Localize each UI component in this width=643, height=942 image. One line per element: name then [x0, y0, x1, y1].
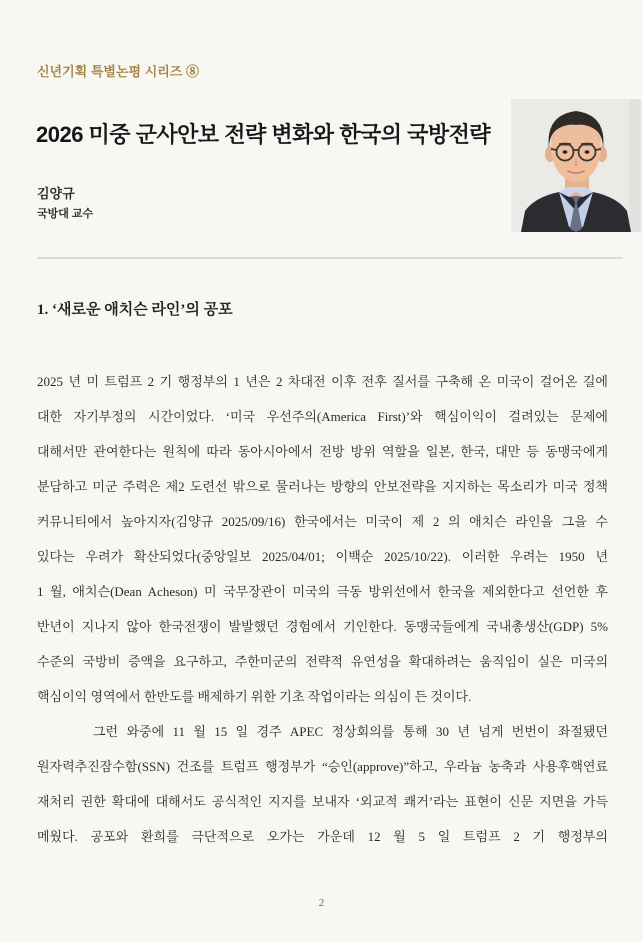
body-line: 원자력추진잠수함(SSN) 건조를 트럼프 행정부가 “승인(approve)”하고, 우라늄 농축과 사용후핵연료	[37, 759, 608, 774]
body-line: 1 월, 애치슨(Dean Acheson) 미 국무장관이 미국의 극동 방위선에서 한국을 제외한다고 선언한 후	[37, 584, 608, 599]
body-line: 대해서만 관여한다는 원칙에 따라 동아시아에서 전방 방위 역할을 일본, 한국, 대만 등 동맹국에게	[37, 444, 608, 459]
body-line: 분담하고 미군 주력은 제2 도련선 밖으로 물러나는 방향의 안보전략을 지지하는 목소리가 미국 정책	[37, 479, 608, 494]
body-line: 커뮤니티에서 높아지자(김양규 2025/09/16) 한국에서는 미국이 제 2 의 애치슨 라인을 그을 수	[37, 514, 608, 529]
body-line: 메웠다. 공포와 환희를 극단적으로 오가는 가운데 12 월 5 일 트럼프 2 기 행정부의	[37, 829, 608, 844]
section-heading: 1. ‘새로운 애치슨 라인’의 공포	[37, 302, 233, 318]
body-line: 있다는 우려가 확산되었다(중앙일보 2025/04/01; 이백순 2025/10/22). 이러한 우려는 1950 년	[37, 549, 608, 564]
page-title: 2026 미중 군사안보 전략 변화와 한국의 국방전략	[36, 122, 491, 147]
page-number: 2	[318, 897, 325, 909]
body-line: 2025 년 미 트럼프 2 기 행정부의 1 년은 2 차대전 이후 전후 질서를 구축해 온 미국이 걸어온 길에	[37, 374, 608, 389]
body-line: 재처리 권한 확대에 대해서도 공식적인 지지를 보내자 ‘외교적 쾌거’라는 표현이 신문 지면을 가득	[37, 794, 608, 809]
body-line: 대한 자기부정의 시간이었다. ‘미국 우선주의(America First)’와 핵심이익이 걸려있는 문제에	[37, 409, 608, 424]
body-line: 수준의 국방비 증액을 요구하고, 주한미군의 전략적 유연성을 확대하려는 움직임이 실은 미국의	[37, 654, 608, 669]
body-text	[37, 364, 608, 854]
body-line: 그런 와중에 11 월 15 일 경주 APEC 정상회의를 통해 30 년 넘게 번번이 좌절됐던	[93, 724, 608, 739]
series-label: 신년기획 특별논평 시리즈 ⑧	[37, 64, 199, 79]
author-portrait-illustration	[511, 99, 641, 232]
header-divider	[37, 257, 623, 259]
author-name: 김양규	[37, 186, 75, 201]
body-line: 반년이 지나지 않아 한국전쟁이 발발했던 경험에서 기인한다. 동맹국들에게 국내총생산(GDP) 5%	[37, 619, 608, 634]
author-affiliation: 국방대 교수	[37, 208, 94, 220]
author-photo	[511, 99, 641, 232]
body-line: 핵심이익 영역에서 한반도를 배제하기 위한 기초 작업이라는 의심이 든 것이다.	[37, 689, 472, 704]
